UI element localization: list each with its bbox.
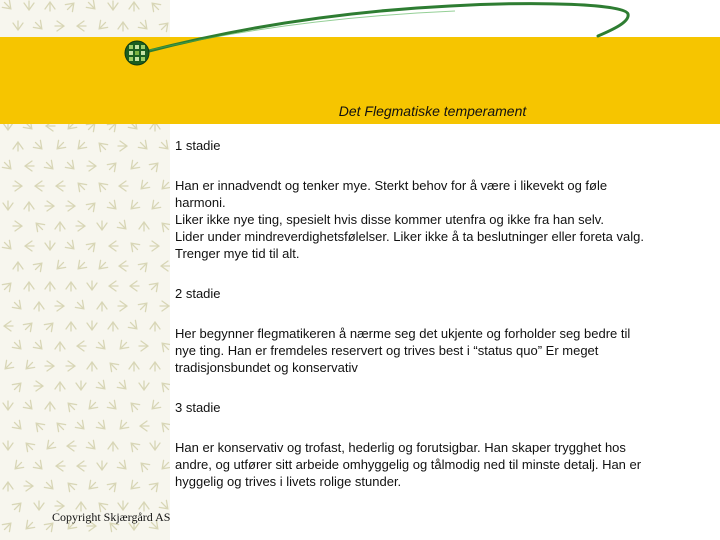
stage-text (175, 325, 695, 376)
bird-mark (3, 441, 13, 450)
bird-mark (139, 341, 148, 351)
bird-mark (85, 439, 98, 452)
bird-mark (45, 201, 54, 211)
bird-mark (23, 519, 36, 532)
bird-mark (106, 199, 119, 212)
text-line: Han er innadvendt og tenker mye. Sterkt behov for å være i likevekt og føle (175, 178, 608, 193)
bird-mark (64, 159, 77, 172)
bird-mark (24, 202, 34, 211)
bird-mark (74, 419, 87, 432)
bird-mark (66, 282, 76, 291)
bird-mark (33, 420, 46, 433)
bird-mark (87, 161, 96, 171)
bird-mark (75, 259, 88, 272)
bird-mark (107, 360, 120, 373)
bird-mark (45, 402, 55, 411)
bird-mark (159, 179, 170, 192)
bird-mark (96, 259, 109, 272)
bird-mark (86, 399, 99, 412)
bird-mark (13, 221, 22, 231)
bird-mark (148, 480, 161, 493)
bird-mark (4, 321, 13, 331)
stage-3 (175, 399, 695, 490)
text-line: tradisjonsbundet og konservativ (175, 360, 358, 375)
slide-content (175, 137, 695, 513)
bird-mark (106, 480, 119, 493)
bird-mark (161, 261, 170, 271)
bird-mark (117, 339, 130, 352)
bird-mark (128, 479, 141, 492)
text-line: harmoni. (175, 195, 226, 210)
bird-mark (66, 361, 75, 371)
bird-mark (23, 440, 36, 453)
copyright-text: Copyright Skjærgård AS (52, 510, 171, 524)
bird-mark (137, 260, 150, 273)
bird-mark (75, 180, 88, 193)
bird-mark (95, 379, 108, 392)
bird-mark (128, 159, 141, 172)
bird-mark (148, 160, 161, 173)
text-line: Liker ikke nye ting, spesielt hvis disse kommer utenfra og ikke fra han selv. (175, 212, 604, 227)
slide-title: Det Flegmatiske temperament (338, 103, 527, 119)
bird-mark (12, 459, 25, 472)
bird-mark (24, 481, 33, 491)
bird-mark (96, 140, 109, 153)
bird-mark (97, 302, 107, 311)
bird-mark (25, 161, 34, 171)
bird-mark (76, 381, 86, 390)
bird-mark (43, 159, 56, 172)
bird-mark (87, 362, 97, 371)
bird-mark (66, 322, 76, 331)
bird-mark (116, 459, 129, 472)
bird-mark (128, 400, 141, 413)
bird-mark (75, 139, 88, 152)
bird-mark (87, 321, 97, 330)
bird-mark (159, 459, 170, 472)
stage-1 (175, 137, 695, 262)
bird-mark (116, 219, 129, 232)
text-line: nye ting. Han er fremdeles reservert og trives best i “status quo” Er meget (175, 343, 599, 358)
text-line: Han er konservativ og trofast, hederlig og forutsigbar. Han skaper trygghet hos (175, 440, 626, 455)
bird-mark (150, 241, 159, 251)
bird-mark (13, 262, 23, 271)
bird-mark (54, 420, 67, 433)
bird-mark (138, 179, 151, 192)
bird-mark (148, 280, 161, 293)
bird-mark (159, 380, 170, 393)
bird-mark (77, 461, 86, 471)
bird-mark (22, 320, 35, 333)
bird-mark (2, 359, 15, 372)
bird-mark (140, 421, 149, 431)
bird-mark (11, 339, 24, 352)
bird-mark (150, 441, 160, 450)
text-line: hyggelig og trives i livets rolige stunder. (175, 474, 402, 489)
bird-mark (13, 181, 22, 191)
bird-mark (109, 281, 118, 291)
bird-mark (55, 301, 64, 311)
bird-mark (86, 479, 99, 492)
bird-mark (128, 240, 141, 253)
bird-mark (117, 419, 130, 432)
bird-mark (65, 480, 78, 493)
bird-mark (159, 420, 170, 433)
bird-mark (96, 180, 109, 193)
bird-mark (130, 281, 139, 291)
bird-mark (85, 240, 98, 253)
green-swoosh (0, 0, 720, 80)
bird-mark (43, 320, 56, 333)
bird-mark (32, 459, 45, 472)
bird-mark (1, 280, 14, 293)
bird-mark (149, 399, 162, 412)
bird-mark (1, 520, 14, 533)
bird-mark (74, 299, 87, 312)
bird-mark (66, 201, 75, 211)
bird-mark (43, 479, 56, 492)
bird-mark (32, 139, 45, 152)
text-line: Lider under mindreverdighetsfølelser. Liker ikke å ta beslutninger eller foreta valg. (175, 229, 644, 244)
bird-mark (149, 199, 162, 212)
bird-mark (138, 460, 151, 473)
bird-mark (45, 361, 54, 371)
bird-mark (108, 442, 118, 451)
bird-mark (45, 241, 55, 250)
bird-mark (1, 239, 14, 252)
stage-text (175, 177, 695, 262)
bird-mark (54, 139, 67, 152)
bird-mark (67, 441, 76, 451)
bird-mark (55, 382, 65, 391)
bird-mark (44, 439, 57, 452)
text-line: andre, og utfører sitt arbeide omhyggelig og tålmodig ned til minste detalj. Han er (175, 457, 642, 472)
bird-mark (45, 282, 55, 291)
bird-mark (34, 501, 44, 510)
bird-mark (35, 181, 44, 191)
bird-mark (128, 440, 141, 453)
bird-mark (11, 419, 24, 432)
bird-mark (158, 139, 170, 152)
bird-mark (77, 341, 86, 351)
bird-mark (56, 461, 65, 471)
bird-mark (97, 221, 107, 230)
bird-mark (139, 222, 149, 231)
bird-mark (160, 301, 169, 311)
bird-mark (109, 241, 118, 251)
bird-mark (118, 141, 127, 151)
bird-mark (23, 359, 36, 372)
bird-mark (3, 482, 13, 491)
bird-mark (32, 339, 45, 352)
stage-2 (175, 285, 695, 376)
bird-mark (13, 142, 23, 151)
bird-mark (97, 461, 107, 470)
bird-mark (95, 419, 108, 432)
text-line: Trenger mye tid til alt. (175, 246, 300, 261)
bird-mark (118, 301, 127, 311)
bird-mark (76, 221, 85, 231)
bird-mark (106, 399, 119, 412)
stage-heading: 3 stadie (175, 400, 221, 415)
bird-mark (25, 241, 34, 251)
bird-mark (22, 399, 35, 412)
bird-mark (159, 340, 170, 353)
bird-mark (116, 379, 129, 392)
bird-mark (118, 501, 128, 510)
bird-mark (55, 222, 65, 231)
bird-mark (3, 201, 13, 210)
bird-mark (129, 362, 139, 371)
bird-mark (108, 322, 118, 331)
bird-mark (54, 259, 67, 272)
bird-mark (128, 199, 141, 212)
bird-mark (85, 200, 98, 213)
bird-mark (34, 381, 43, 391)
bird-mark (55, 342, 65, 351)
bird-mark (11, 380, 24, 393)
bird-mark (159, 220, 170, 233)
stage-heading: 2 stadie (175, 286, 221, 301)
bird-mark (119, 261, 128, 271)
stage-text (175, 439, 695, 490)
bird-mark (95, 339, 108, 352)
bird-mark (32, 260, 45, 273)
bird-mark (137, 300, 150, 313)
bird-mark (106, 160, 119, 173)
bird-mark (119, 181, 128, 191)
bird-mark (11, 299, 24, 312)
bird-mark (11, 500, 24, 513)
bird-mark (139, 381, 149, 390)
bird-mark (87, 281, 97, 290)
bird-mark (56, 181, 65, 191)
bird-mark (34, 302, 44, 311)
bird-mark (33, 220, 46, 233)
bird-mark (3, 401, 13, 410)
bird-mark (65, 400, 78, 413)
bird-mark (150, 362, 160, 371)
bird-mark (150, 322, 160, 331)
globe-icon (124, 40, 150, 66)
bird-mark (127, 319, 140, 332)
text-line: Her begynner flegmatikeren å nærme seg det ukjente og forholder seg bedre til (175, 326, 631, 341)
bird-mark (24, 282, 34, 291)
stage-heading: 1 stadie (175, 138, 221, 153)
bird-mark (137, 139, 150, 152)
bird-mark (64, 239, 77, 252)
bird-mark (1, 159, 14, 172)
